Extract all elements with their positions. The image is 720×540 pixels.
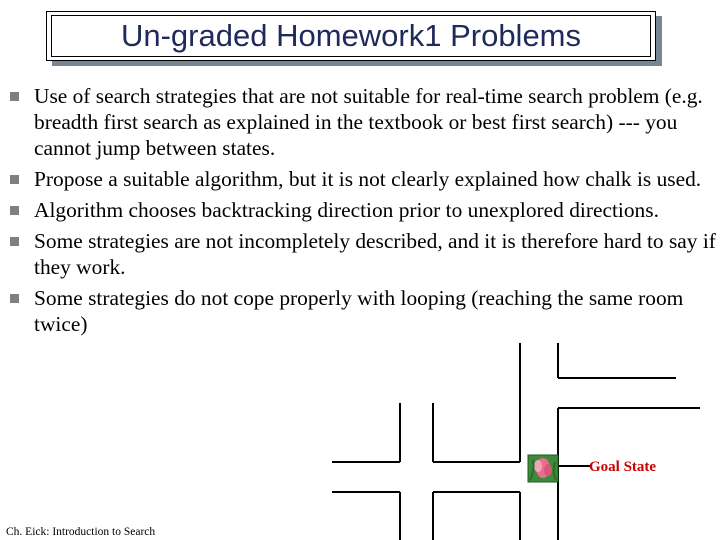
bullet-text: Some strategies are not incompletely described, and it is therefore hard to say if they work.	[34, 229, 716, 279]
bullet-text: Use of search strategies that are not suitable for real-time search problem (e.g. breadth first search as explained in the textbook or best first search) --- you cannot jump between states.	[34, 84, 703, 160]
footer-text: Ch. Eick: Introduction to Search	[6, 526, 156, 538]
slide-title: Un-graded Homework1 Problems	[120, 18, 582, 53]
bullet-text: Propose a suitable algorithm, but it is not clearly explained how chalk is used.	[34, 167, 702, 191]
goal-state-label: Goal State	[589, 459, 657, 475]
bullet-text: Some strategies do not cope properly with looping (reaching the same room twice)	[34, 286, 684, 336]
flower-icon	[528, 455, 558, 482]
bullet-text: Algorithm chooses backtracking direction prior to unexplored directions.	[34, 198, 659, 222]
